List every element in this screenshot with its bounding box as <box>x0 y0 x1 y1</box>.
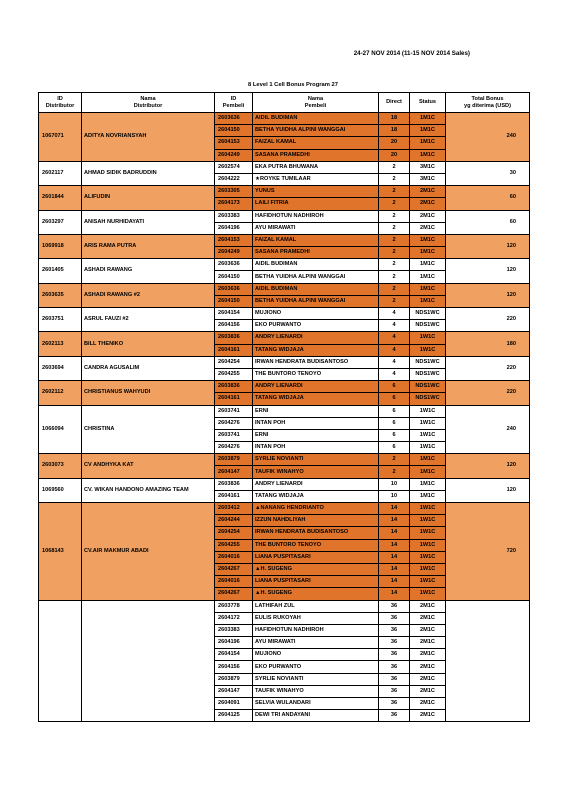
status-cell: NDS1WC <box>410 393 446 405</box>
total-bonus-cell: 120 <box>446 478 530 502</box>
status-cell: 2M1C <box>410 198 446 210</box>
total-bonus-cell: 120 <box>446 234 530 258</box>
status-cell: 1W1C <box>410 527 446 539</box>
buyer-name-cell: ANDRY LIENARDI <box>253 478 379 490</box>
distributor-id-cell: 2602117 <box>39 161 82 185</box>
buyer-name-cell: LIANA PUSPITASARI <box>253 551 379 563</box>
direct-cell: 6 <box>379 442 410 454</box>
distributor-name-cell: BILL THENIKO <box>82 332 215 356</box>
total-bonus-cell: 220 <box>446 381 530 405</box>
buyer-name-cell: SELVIA WULANDARI <box>253 698 379 710</box>
direct-cell: 36 <box>379 600 410 612</box>
table-row <box>39 600 530 612</box>
distributor-name-cell: CV ANDHYKA KAT <box>82 454 215 478</box>
buyer-name-cell: INTAN POH <box>253 417 379 429</box>
buyer-id-cell: 2604172 <box>215 612 253 624</box>
direct-cell: 14 <box>379 539 410 551</box>
col-header-id-distributor: ID Distributor <box>39 93 82 113</box>
status-cell: 1W1C <box>410 344 446 356</box>
table-row <box>39 332 530 344</box>
total-bonus-cell: 240 <box>446 405 530 454</box>
buyer-id-cell: 2603305 <box>215 186 253 198</box>
direct-cell: 2 <box>379 295 410 307</box>
buyer-name-cell: SYRLIE NOVIANTI <box>253 454 379 466</box>
status-cell: 1W1C <box>410 442 446 454</box>
buyer-id-cell: 2604150 <box>215 271 253 283</box>
distributor-name-cell: CV.AIR MAKMUR ABADI <box>82 503 215 601</box>
col-header-direct: Direct <box>379 93 410 113</box>
bonus-table <box>38 92 530 722</box>
total-bonus-cell: 240 <box>446 113 530 162</box>
buyer-id-cell: 2604156 <box>215 661 253 673</box>
status-cell: NDS1WC <box>410 381 446 393</box>
col-header-nama-pembeli: Nama Pembeli <box>253 93 379 113</box>
direct-cell: 36 <box>379 685 410 697</box>
direct-cell: 6 <box>379 405 410 417</box>
direct-cell: 2 <box>379 247 410 259</box>
status-cell: 1M1C <box>410 271 446 283</box>
table-row <box>39 308 530 320</box>
status-cell: 1M1C <box>410 478 446 490</box>
total-bonus-cell: 120 <box>446 454 530 478</box>
direct-cell: 14 <box>379 515 410 527</box>
buyer-id-cell: 2604276 <box>215 417 253 429</box>
total-bonus-cell: 220 <box>446 308 530 332</box>
buyer-name-cell: HAFIDHOTUN NADHIROH <box>253 624 379 636</box>
distributor-name-cell: ASHADI RAWANG <box>82 259 215 283</box>
distributor-id-cell: 1069918 <box>39 234 82 258</box>
buyer-id-cell: 2603778 <box>215 600 253 612</box>
status-cell: 1W1C <box>410 429 446 441</box>
buyer-name-cell: BETHA YUIDHA ALPINI WANGGAI <box>253 295 379 307</box>
direct-cell: 36 <box>379 710 410 722</box>
distributor-name-cell: CANDRA AGUSALIM <box>82 356 215 380</box>
buyer-name-cell: EULIS RUKOYAH <box>253 612 379 624</box>
distributor-id-cell <box>39 600 82 722</box>
buyer-name-cell: AIDIL BUDIMAN <box>253 259 379 271</box>
distributor-name-cell: ARIS RAMA PUTRA <box>82 234 215 258</box>
buyer-id-cell: 2604267 <box>215 588 253 600</box>
col-header-status: Status <box>410 93 446 113</box>
distributor-name-cell: CHRISTIANUS WAHYUDI <box>82 381 215 405</box>
buyer-name-cell: HAFIDHOTUN NADHIROH <box>253 210 379 222</box>
direct-cell: 6 <box>379 429 410 441</box>
buyer-id-cell: 2604016 <box>215 576 253 588</box>
direct-cell: 6 <box>379 393 410 405</box>
buyer-name-cell: LAILI FITRIA <box>253 198 379 210</box>
direct-cell: 14 <box>379 527 410 539</box>
status-cell: 1M1C <box>410 259 446 271</box>
direct-cell: 4 <box>379 332 410 344</box>
status-cell: 1W1C <box>410 503 446 515</box>
status-cell: 2M1C <box>410 612 446 624</box>
buyer-id-cell: 2604255 <box>215 368 253 380</box>
total-bonus-cell: 220 <box>446 356 530 380</box>
buyer-name-cell: ANDRY LIENARDI <box>253 332 379 344</box>
buyer-name-cell: AIDIL BUDIMAN <box>253 113 379 125</box>
buyer-name-cell: MUJIONO <box>253 649 379 661</box>
total-bonus-cell: 30 <box>446 161 530 185</box>
direct-cell: 2 <box>379 283 410 295</box>
status-cell: 1W1C <box>410 563 446 575</box>
buyer-name-cell: ERNI <box>253 429 379 441</box>
status-cell: 2M1C <box>410 186 446 198</box>
status-cell: 3M1C <box>410 161 446 173</box>
table-row <box>39 405 530 417</box>
distributor-name-cell: CV. WIKAN HANDONO AMAZING TEAM <box>82 478 215 502</box>
direct-cell: 2 <box>379 454 410 466</box>
buyer-name-cell: AYU MIRAWATI <box>253 222 379 234</box>
distributor-name-cell: CHRISTINA <box>82 405 215 454</box>
direct-cell: 2 <box>379 222 410 234</box>
program-title: 8 Level 1 Cell Bonus Program 27 <box>248 82 338 88</box>
status-cell: 1W1C <box>410 332 446 344</box>
buyer-id-cell: 2603383 <box>215 210 253 222</box>
direct-cell: 4 <box>379 320 410 332</box>
distributor-id-cell: 1066094 <box>39 405 82 454</box>
status-cell: 1W1C <box>410 551 446 563</box>
direct-cell: 36 <box>379 698 410 710</box>
buyer-name-cell: ▲NANANG HENDRIANTO <box>253 503 379 515</box>
status-cell: 2M1C <box>410 661 446 673</box>
table-row <box>39 381 530 393</box>
direct-cell: 2 <box>379 161 410 173</box>
buyer-name-cell: TATANG WIDJAJA <box>253 490 379 502</box>
buyer-id-cell: 2603383 <box>215 624 253 636</box>
buyer-id-cell: 2604147 <box>215 466 253 478</box>
total-bonus-cell: 120 <box>446 259 530 283</box>
buyer-name-cell: SYRLIE NOVIANTI <box>253 673 379 685</box>
status-cell: 1M1C <box>410 234 446 246</box>
direct-cell: 2 <box>379 234 410 246</box>
buyer-id-cell: 2603741 <box>215 405 253 417</box>
status-cell: NDS1WC <box>410 368 446 380</box>
total-bonus-cell: 120 <box>446 283 530 307</box>
distributor-id-cell: 2603297 <box>39 210 82 234</box>
buyer-name-cell: SASANA PRAMEDHI <box>253 247 379 259</box>
buyer-id-cell: 2604249 <box>215 247 253 259</box>
direct-cell: 4 <box>379 308 410 320</box>
total-bonus-cell: 60 <box>446 210 530 234</box>
table-row <box>39 356 530 368</box>
distributor-name-cell: ASHADI RAWANG #2 <box>82 283 215 307</box>
total-bonus-cell: 720 <box>446 503 530 601</box>
buyer-id-cell: 2604173 <box>215 198 253 210</box>
buyer-id-cell: 2602574 <box>215 161 253 173</box>
buyer-id-cell: 2603636 <box>215 283 253 295</box>
status-cell: 2M1C <box>410 673 446 685</box>
buyer-id-cell: 2604196 <box>215 222 253 234</box>
buyer-name-cell: INTAN POH <box>253 442 379 454</box>
buyer-id-cell: 2604154 <box>215 649 253 661</box>
buyer-name-cell: IRWAN HENDRATA BUDISANTOSO <box>253 356 379 368</box>
buyer-name-cell: EKO PURWANTO <box>253 661 379 673</box>
buyer-id-cell: 2603879 <box>215 673 253 685</box>
buyer-id-cell: 2604125 <box>215 710 253 722</box>
status-cell: 2M1C <box>410 600 446 612</box>
status-cell: 2M1C <box>410 210 446 222</box>
status-cell: 2M1C <box>410 698 446 710</box>
buyer-name-cell: EKO PURWANTO <box>253 320 379 332</box>
status-cell: 1M1C <box>410 283 446 295</box>
buyer-id-cell: 2603412 <box>215 503 253 515</box>
direct-cell: 2 <box>379 210 410 222</box>
total-bonus-cell: 60 <box>446 186 530 210</box>
buyer-id-cell: 2604153 <box>215 234 253 246</box>
distributor-id-cell: 1068143 <box>39 503 82 601</box>
buyer-id-cell: 2604222 <box>215 173 253 185</box>
direct-cell: 14 <box>379 576 410 588</box>
direct-cell: 4 <box>379 368 410 380</box>
table-row <box>39 161 530 173</box>
buyer-name-cell: MUJIONO <box>253 308 379 320</box>
distributor-id-cell: 1069560 <box>39 478 82 502</box>
col-header-total-bonus: Total Bonus yg diterima (USD) <box>446 93 530 113</box>
buyer-name-cell: ▲H. SUGENG <box>253 588 379 600</box>
direct-cell: 4 <box>379 344 410 356</box>
status-cell: 2M1C <box>410 637 446 649</box>
buyer-name-cell: IZZUN NAHDLIYAH <box>253 515 379 527</box>
buyer-name-cell: TATANG WIDJAJA <box>253 344 379 356</box>
buyer-name-cell: ▲H. SUGENG <box>253 563 379 575</box>
buyer-id-cell: 2603836 <box>215 332 253 344</box>
status-cell: NDS1WC <box>410 356 446 368</box>
buyer-id-cell: 2604091 <box>215 698 253 710</box>
buyer-name-cell: ★ROYKE TUMILAAR <box>253 173 379 185</box>
status-cell: 1W1C <box>410 405 446 417</box>
buyer-name-cell: THE BUNTORO TENOYO <box>253 539 379 551</box>
status-cell: 1W1C <box>410 539 446 551</box>
buyer-id-cell: 2604196 <box>215 637 253 649</box>
status-cell: NDS1WC <box>410 320 446 332</box>
status-cell: 1M1C <box>410 454 446 466</box>
buyer-name-cell: ERNI <box>253 405 379 417</box>
distributor-name-cell: ASRUL FAUZI #2 <box>82 308 215 332</box>
direct-cell: 2 <box>379 173 410 185</box>
table-header-row <box>39 93 530 113</box>
buyer-name-cell: YUNUS <box>253 186 379 198</box>
status-cell: 1W1C <box>410 515 446 527</box>
distributor-id-cell: 2603635 <box>39 283 82 307</box>
status-cell: 1W1C <box>410 576 446 588</box>
status-cell: 2M1C <box>410 222 446 234</box>
distributor-name-cell: AHMAD SIDIK BADRUDDIN <box>82 161 215 185</box>
table-row <box>39 186 530 198</box>
status-cell: 2M1C <box>410 685 446 697</box>
table-row <box>39 259 530 271</box>
distributor-name-cell <box>82 600 215 722</box>
buyer-id-cell: 2604254 <box>215 356 253 368</box>
buyer-name-cell: EKA PUTRA BHUWANA <box>253 161 379 173</box>
total-bonus-cell: 180 <box>446 332 530 356</box>
status-cell: 1M1C <box>410 295 446 307</box>
col-header-id-pembeli: ID Pembeli <box>215 93 253 113</box>
direct-cell: 36 <box>379 637 410 649</box>
direct-cell: 2 <box>379 186 410 198</box>
status-cell: 1M1C <box>410 466 446 478</box>
buyer-id-cell: 2604156 <box>215 320 253 332</box>
direct-cell: 10 <box>379 478 410 490</box>
status-cell: 1M1C <box>410 113 446 125</box>
direct-cell: 14 <box>379 551 410 563</box>
buyer-name-cell: AIDIL BUDIMAN <box>253 283 379 295</box>
direct-cell: 6 <box>379 417 410 429</box>
distributor-id-cell: 2602113 <box>39 332 82 356</box>
distributor-name-cell: ANISAH NURHIDAYATI <box>82 210 215 234</box>
buyer-id-cell: 2604161 <box>215 344 253 356</box>
buyer-id-cell: 2604267 <box>215 563 253 575</box>
direct-cell: 18 <box>379 125 410 137</box>
direct-cell: 14 <box>379 588 410 600</box>
distributor-id-cell: 2601844 <box>39 186 82 210</box>
direct-cell: 14 <box>379 503 410 515</box>
distributor-id-cell: 1067071 <box>39 113 82 162</box>
distributor-id-cell: 2603073 <box>39 454 82 478</box>
buyer-name-cell: BETHA YUIDHA ALPINI WANGGAI <box>253 125 379 137</box>
buyer-id-cell: 2604276 <box>215 442 253 454</box>
buyer-id-cell: 2604161 <box>215 393 253 405</box>
buyer-id-cell: 2603636 <box>215 259 253 271</box>
buyer-name-cell: TAUFIK WINAHYO <box>253 466 379 478</box>
direct-cell: 36 <box>379 612 410 624</box>
status-cell: 1W1C <box>410 588 446 600</box>
direct-cell: 36 <box>379 624 410 636</box>
buyer-id-cell: 2603879 <box>215 454 253 466</box>
buyer-name-cell: AYU MIRAWATI <box>253 637 379 649</box>
direct-cell: 14 <box>379 563 410 575</box>
distributor-name-cell: ALIFUDIN <box>82 186 215 210</box>
status-cell: 1W1C <box>410 417 446 429</box>
buyer-id-cell: 2603836 <box>215 381 253 393</box>
status-cell: 1M1C <box>410 149 446 161</box>
distributor-id-cell: 2603694 <box>39 356 82 380</box>
buyer-id-cell: 2604150 <box>215 125 253 137</box>
status-cell: 2M1C <box>410 624 446 636</box>
buyer-name-cell: TATANG WIDJAJA <box>253 393 379 405</box>
buyer-id-cell: 2603836 <box>215 478 253 490</box>
buyer-id-cell: 2604147 <box>215 685 253 697</box>
direct-cell: 10 <box>379 490 410 502</box>
buyer-name-cell: ANDRY LIENARDI <box>253 381 379 393</box>
buyer-name-cell: LIANA PUSPITASARI <box>253 576 379 588</box>
distributor-name-cell: ADITYA NOVRIANSYAH <box>82 113 215 162</box>
buyer-id-cell: 2604254 <box>215 527 253 539</box>
table-row <box>39 210 530 222</box>
buyer-id-cell: 2604154 <box>215 308 253 320</box>
buyer-name-cell: SASANA PRAMEDHI <box>253 149 379 161</box>
distributor-id-cell: 2601405 <box>39 259 82 283</box>
buyer-id-cell: 2603741 <box>215 429 253 441</box>
buyer-id-cell: 2604016 <box>215 551 253 563</box>
table-row <box>39 113 530 125</box>
table-body <box>39 113 530 722</box>
buyer-name-cell: TAUFIK WINAHYO <box>253 685 379 697</box>
buyer-name-cell: DEWI TRI ANDAYANI <box>253 710 379 722</box>
direct-cell: 2 <box>379 198 410 210</box>
direct-cell: 18 <box>379 113 410 125</box>
direct-cell: 20 <box>379 137 410 149</box>
direct-cell: 36 <box>379 661 410 673</box>
buyer-name-cell: FAIZAL KAMAL <box>253 137 379 149</box>
status-cell: 1M1C <box>410 125 446 137</box>
table-row <box>39 234 530 246</box>
buyer-id-cell: 2604161 <box>215 490 253 502</box>
status-cell: 2M1C <box>410 649 446 661</box>
direct-cell: 20 <box>379 149 410 161</box>
buyer-name-cell: THE BUNTORO TENOYO <box>253 368 379 380</box>
direct-cell: 2 <box>379 466 410 478</box>
distributor-id-cell: 2602112 <box>39 381 82 405</box>
buyer-name-cell: LATHIFAH ZUL <box>253 600 379 612</box>
total-bonus-cell <box>446 600 530 722</box>
buyer-id-cell: 2604150 <box>215 295 253 307</box>
table-row <box>39 478 530 490</box>
direct-cell: 2 <box>379 259 410 271</box>
direct-cell: 36 <box>379 673 410 685</box>
buyer-name-cell: FAIZAL KAMAL <box>253 234 379 246</box>
direct-cell: 6 <box>379 381 410 393</box>
buyer-id-cell: 2604249 <box>215 149 253 161</box>
table-row <box>39 283 530 295</box>
status-cell: 1M1C <box>410 247 446 259</box>
buyer-name-cell: BETHA YUIDHA ALPINI WANGGAI <box>253 271 379 283</box>
distributor-id-cell: 2603751 <box>39 308 82 332</box>
buyer-id-cell: 2604244 <box>215 515 253 527</box>
status-cell: NDS1WC <box>410 308 446 320</box>
buyer-name-cell: IRWAN HENDRATA BUDISANTOSO <box>253 527 379 539</box>
direct-cell: 4 <box>379 356 410 368</box>
status-cell: 2M1C <box>410 710 446 722</box>
table-row <box>39 454 530 466</box>
status-cell: 1M1C <box>410 490 446 502</box>
direct-cell: 2 <box>379 271 410 283</box>
buyer-id-cell: 2603636 <box>215 113 253 125</box>
col-header-nama-distributor: Nama Distributor <box>82 93 215 113</box>
buyer-id-cell: 2604153 <box>215 137 253 149</box>
status-cell: 3M1C <box>410 173 446 185</box>
table-row <box>39 503 530 515</box>
direct-cell: 36 <box>379 649 410 661</box>
report-period: 24-27 NOV 2014 (11-15 NOV 2014 Sales) <box>353 50 470 57</box>
buyer-id-cell: 2604255 <box>215 539 253 551</box>
status-cell: 1M1C <box>410 137 446 149</box>
